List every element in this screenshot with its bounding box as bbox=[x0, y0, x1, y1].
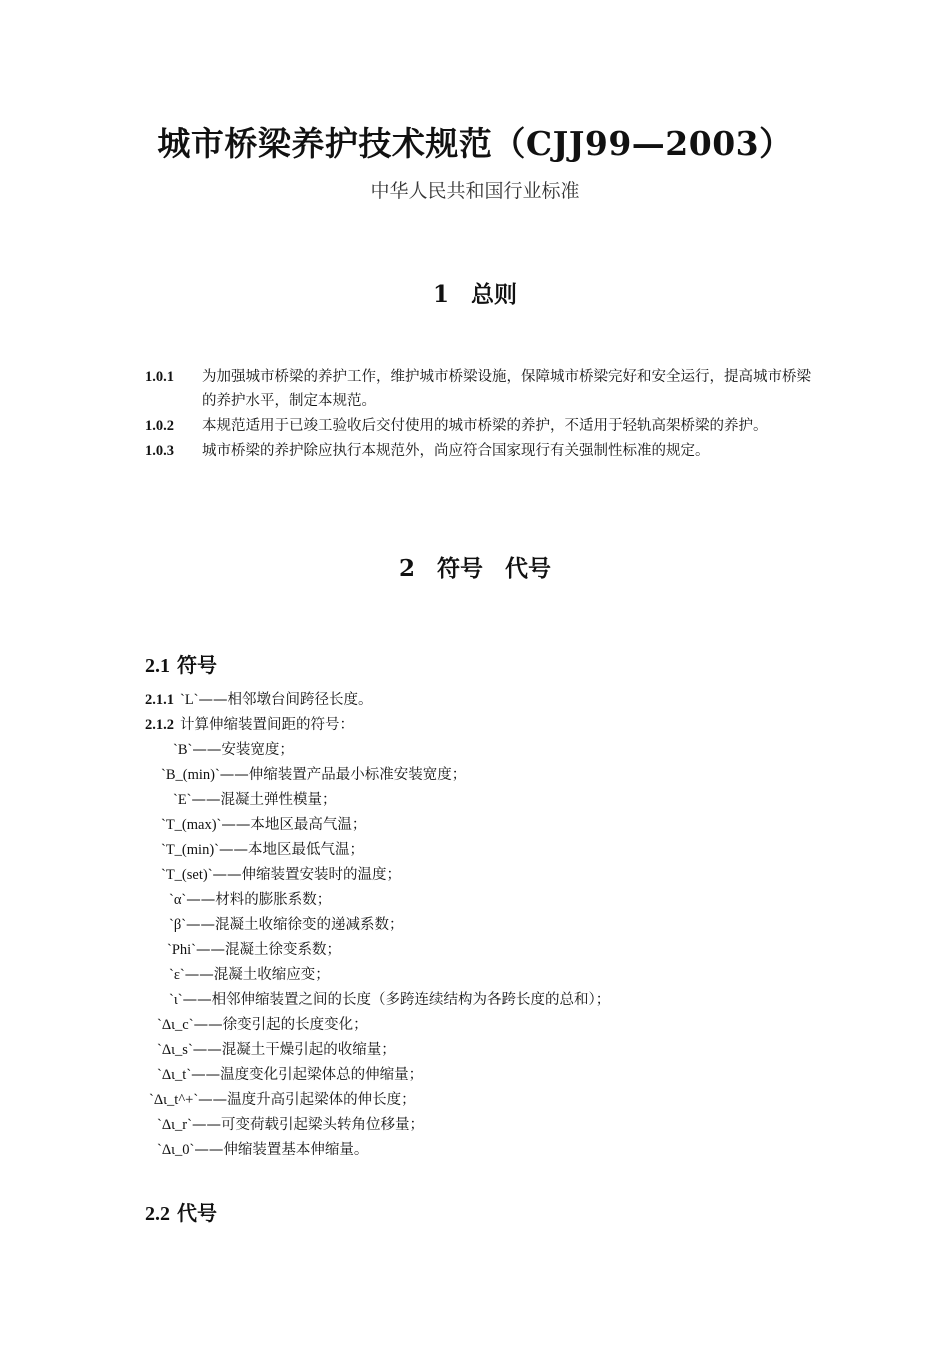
symbol-code: `T_(max)` bbox=[161, 817, 222, 833]
document-subtitle: 中华人民共和国行业标准 bbox=[370, 180, 580, 202]
section-2-2-number: 2.2 bbox=[145, 1203, 170, 1225]
symbol-list bbox=[145, 688, 845, 1163]
symbol-description: ——混凝土收缩应变； bbox=[184, 967, 330, 983]
section-2-2-title: 代号 bbox=[176, 1201, 217, 1225]
symbol-description: ——可变荷载引起梁头转角位移量； bbox=[191, 1117, 424, 1133]
symbol-description: ——混凝土收缩徐变的递减系数； bbox=[186, 917, 404, 933]
symbol-description: ——温度变化引起梁体总的伸缩量； bbox=[191, 1067, 424, 1083]
symbol-description: ——伸缩装置产品最小标准安装宽度； bbox=[219, 767, 467, 783]
symbol-item bbox=[145, 963, 845, 988]
symbol-code: `T_(min)` bbox=[161, 842, 219, 858]
symbol-item bbox=[145, 788, 845, 813]
symbol-code: `ε` bbox=[169, 967, 185, 983]
symbol-description: ——材料的膨胀系数； bbox=[186, 892, 332, 908]
clause-number: 2.1.2 bbox=[145, 717, 174, 733]
symbol-code: `Δι_c` bbox=[157, 1017, 194, 1033]
symbol-item bbox=[145, 1113, 845, 1138]
chapter-1-number: 1 bbox=[432, 281, 449, 308]
symbol-description: ——徐变引起的长度变化； bbox=[193, 1017, 368, 1033]
symbol-description: ——伸缩装置安装时的温度； bbox=[212, 867, 402, 883]
clause-number: 1.0.2 bbox=[145, 418, 174, 434]
symbol-code: `T_(set)` bbox=[161, 867, 213, 883]
symbol-code: `Δι_t` bbox=[157, 1067, 192, 1083]
symbol-item bbox=[145, 938, 845, 963]
symbol-description: ——相邻墩台间跨径长度。 bbox=[198, 692, 373, 708]
symbol-description: ——本地区最高气温； bbox=[221, 817, 367, 833]
clause-number: 2.1.1 bbox=[145, 692, 174, 708]
clause-text: 城市桥梁的养护除应执行本规范外，尚应符合国家现行有关强制性标准的规定。 bbox=[202, 443, 710, 459]
symbol-item bbox=[145, 1063, 845, 1088]
symbol-code: `Phi` bbox=[167, 942, 196, 958]
clause-text: 本规范适用于已竣工验收后交付使用的城市桥梁的养护，不适用于轻轨高架桥梁的养护。 bbox=[202, 418, 768, 434]
symbol-code: `α` bbox=[169, 892, 187, 908]
section-2-1-heading bbox=[145, 649, 217, 678]
chapter-1-clauses bbox=[145, 365, 825, 464]
symbol-item bbox=[145, 1138, 845, 1163]
symbol-description: ——混凝土徐变系数； bbox=[196, 942, 341, 958]
symbol-code: `Δι_t^+` bbox=[149, 1092, 199, 1108]
symbol-code: `Δι_s` bbox=[157, 1042, 193, 1058]
clause-1-0-1 bbox=[145, 365, 825, 413]
symbol-item bbox=[145, 988, 845, 1013]
symbol-item bbox=[145, 888, 845, 913]
symbol-item bbox=[145, 1038, 845, 1063]
symbol-item bbox=[145, 863, 845, 888]
symbol-code: `Δι_r` bbox=[157, 1117, 192, 1133]
symbol-code: `B_(min)` bbox=[161, 767, 220, 783]
clause-1-0-3 bbox=[145, 439, 825, 463]
symbol-description: ——本地区最低气温； bbox=[218, 842, 364, 858]
clause-2-1-2 bbox=[145, 713, 845, 738]
document-title: 城市桥梁养护技术规范（CJJ99—2003） bbox=[157, 124, 793, 163]
symbol-code: `E` bbox=[173, 792, 192, 808]
clause-text: 计算伸缩装置间距的符号： bbox=[180, 717, 354, 733]
symbol-description: ——安装宽度； bbox=[192, 742, 294, 758]
symbol-item bbox=[145, 738, 845, 763]
section-2-2-heading bbox=[145, 1197, 217, 1226]
symbol-description: ——温度升高引起梁体的伸长度； bbox=[198, 1092, 416, 1108]
symbol-item bbox=[145, 838, 845, 863]
clause-text: 为加强城市桥梁的养护工作，维护城市桥梁设施，保障城市桥梁完好和安全运行，提高城市桥梁的养护水平，制定本规范。 bbox=[202, 369, 811, 409]
clause-2-1-1 bbox=[145, 688, 845, 713]
clause-number: 1.0.3 bbox=[145, 443, 174, 459]
chapter-2-title-part1: 符号 bbox=[437, 555, 483, 582]
symbol-item bbox=[145, 913, 845, 938]
symbol-description: ——相邻伸缩装置之间的长度（多跨连续结构为各跨长度的总和）； bbox=[182, 992, 611, 1008]
chapter-1-heading bbox=[0, 276, 950, 309]
symbol-code: `ι` bbox=[169, 992, 183, 1008]
section-2-1-number: 2.1 bbox=[145, 655, 170, 677]
chapter-2-heading bbox=[0, 550, 950, 583]
symbol-code: `Δι_0` bbox=[157, 1142, 195, 1158]
clause-number: 1.0.1 bbox=[145, 369, 174, 385]
symbol-item bbox=[145, 763, 845, 788]
chapter-1-title: 总则 bbox=[471, 281, 517, 308]
symbol-item bbox=[145, 1088, 845, 1113]
clause-1-0-2 bbox=[145, 414, 825, 438]
symbol-description: ——混凝土干燥引起的收缩量； bbox=[192, 1042, 396, 1058]
section-2-1-title: 符号 bbox=[176, 653, 217, 677]
symbol-code: `L` bbox=[180, 692, 199, 708]
symbol-description: ——混凝土弹性模量； bbox=[191, 792, 337, 808]
symbol-code: `β` bbox=[169, 917, 187, 933]
symbol-item bbox=[145, 813, 845, 838]
symbol-item bbox=[145, 1013, 845, 1038]
symbol-code: `B` bbox=[173, 742, 193, 758]
chapter-2-title-part2: 代号 bbox=[505, 555, 551, 582]
chapter-2-number: 2 bbox=[398, 555, 415, 582]
symbol-description: ——伸缩装置基本伸缩量。 bbox=[194, 1142, 369, 1158]
